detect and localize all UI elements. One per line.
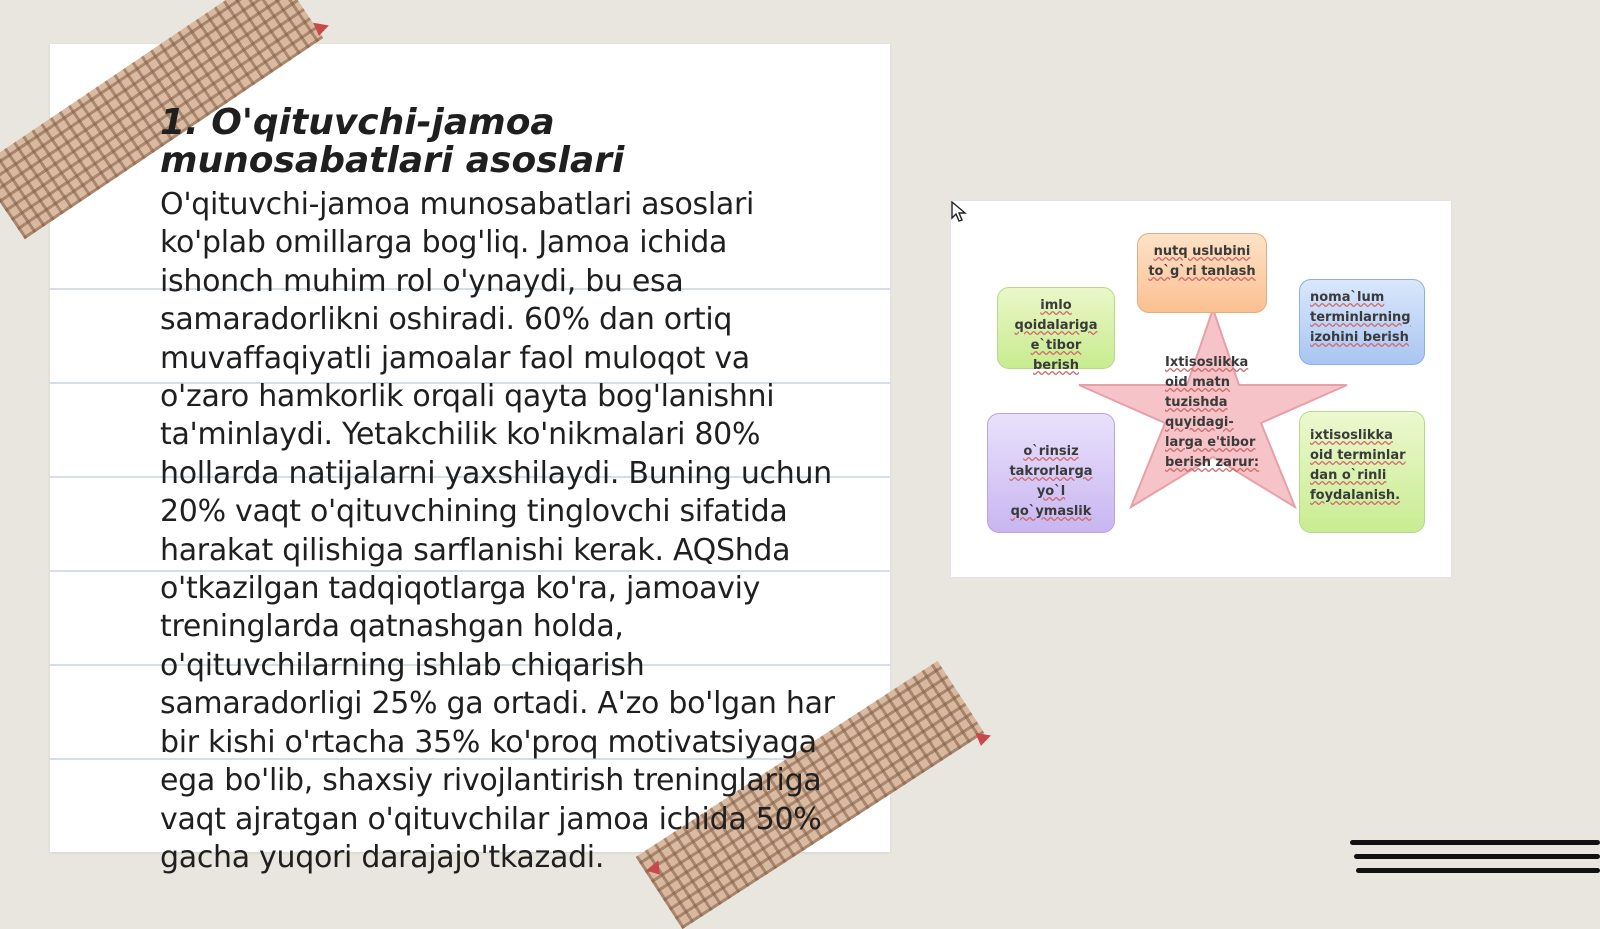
diagram-node-left: imlo qoidalariga e`tibor berish: [997, 287, 1115, 369]
star-diagram: [950, 200, 1452, 578]
cursor-icon: [951, 201, 967, 223]
slide-body-text: O'qituvchi-jamoa munosabatlari asoslari ko'plab omillarga bog'liq. Jamoa ichida ishonch muhim rol o'ynaydi, bu esa samaradorlikni oshiradi. 60% dan ortiq muvaffaqiyatli jamoalar faol muloqot va o'zaro hamkorlik orqali qayta bog'lanishni ta'minlaydi. Yetakchilik ko'nikmalari 80% hollarda natijalarni yaxshilaydi. Buning uchun 20% vaqt o'qituvchining tinglovchi sifatida harakat qilishiga sarflanishi kerak. AQShda o'tkazilgan tadqiqotlarga ko'ra, jamoaviy treninglarda qatnashgan holda, o'qituvchilarning ishlab chiqarish samaradorligi 25% ga ortadi. A'zo bo'lgan har bir kishi o'rtacha 35% ko'proq motivatsiyaga ega bo'lib, shaxsiy rivojlantirish treninglariga vaqt ajratgan o'qituvchilar jamoa ichida 50% gacha yuqori darajajo'tkazadi.: [160, 187, 835, 875]
decorative-stripe: [1356, 868, 1600, 873]
diagram-node-bottom-right: ixtisoslikka oid terminlar dan o`rinli foydalanish.: [1299, 411, 1425, 533]
diagram-node-bottom-left: o`rinsiz takrorlarga yo`l qo`ymaslik: [987, 413, 1115, 533]
pin-icon: [973, 733, 991, 748]
pin-icon: [311, 23, 329, 38]
decorative-stripe: [1350, 840, 1600, 845]
decorative-stripes: [1350, 840, 1600, 890]
diagram-node-top: nutq uslubini to`g`ri tanlash: [1137, 233, 1267, 313]
slide-title: 1. O'qituvchi-jamoa munosabatlari asoslari: [160, 102, 625, 181]
decorative-stripe: [1354, 854, 1600, 859]
diagram-node-right: noma`lum terminlarning izohini berish: [1299, 279, 1425, 365]
diagram-center-text: Ixtisoslikka oid matn tuzishda quyidagi-larga e'tibor berish zarur:: [1165, 355, 1260, 470]
